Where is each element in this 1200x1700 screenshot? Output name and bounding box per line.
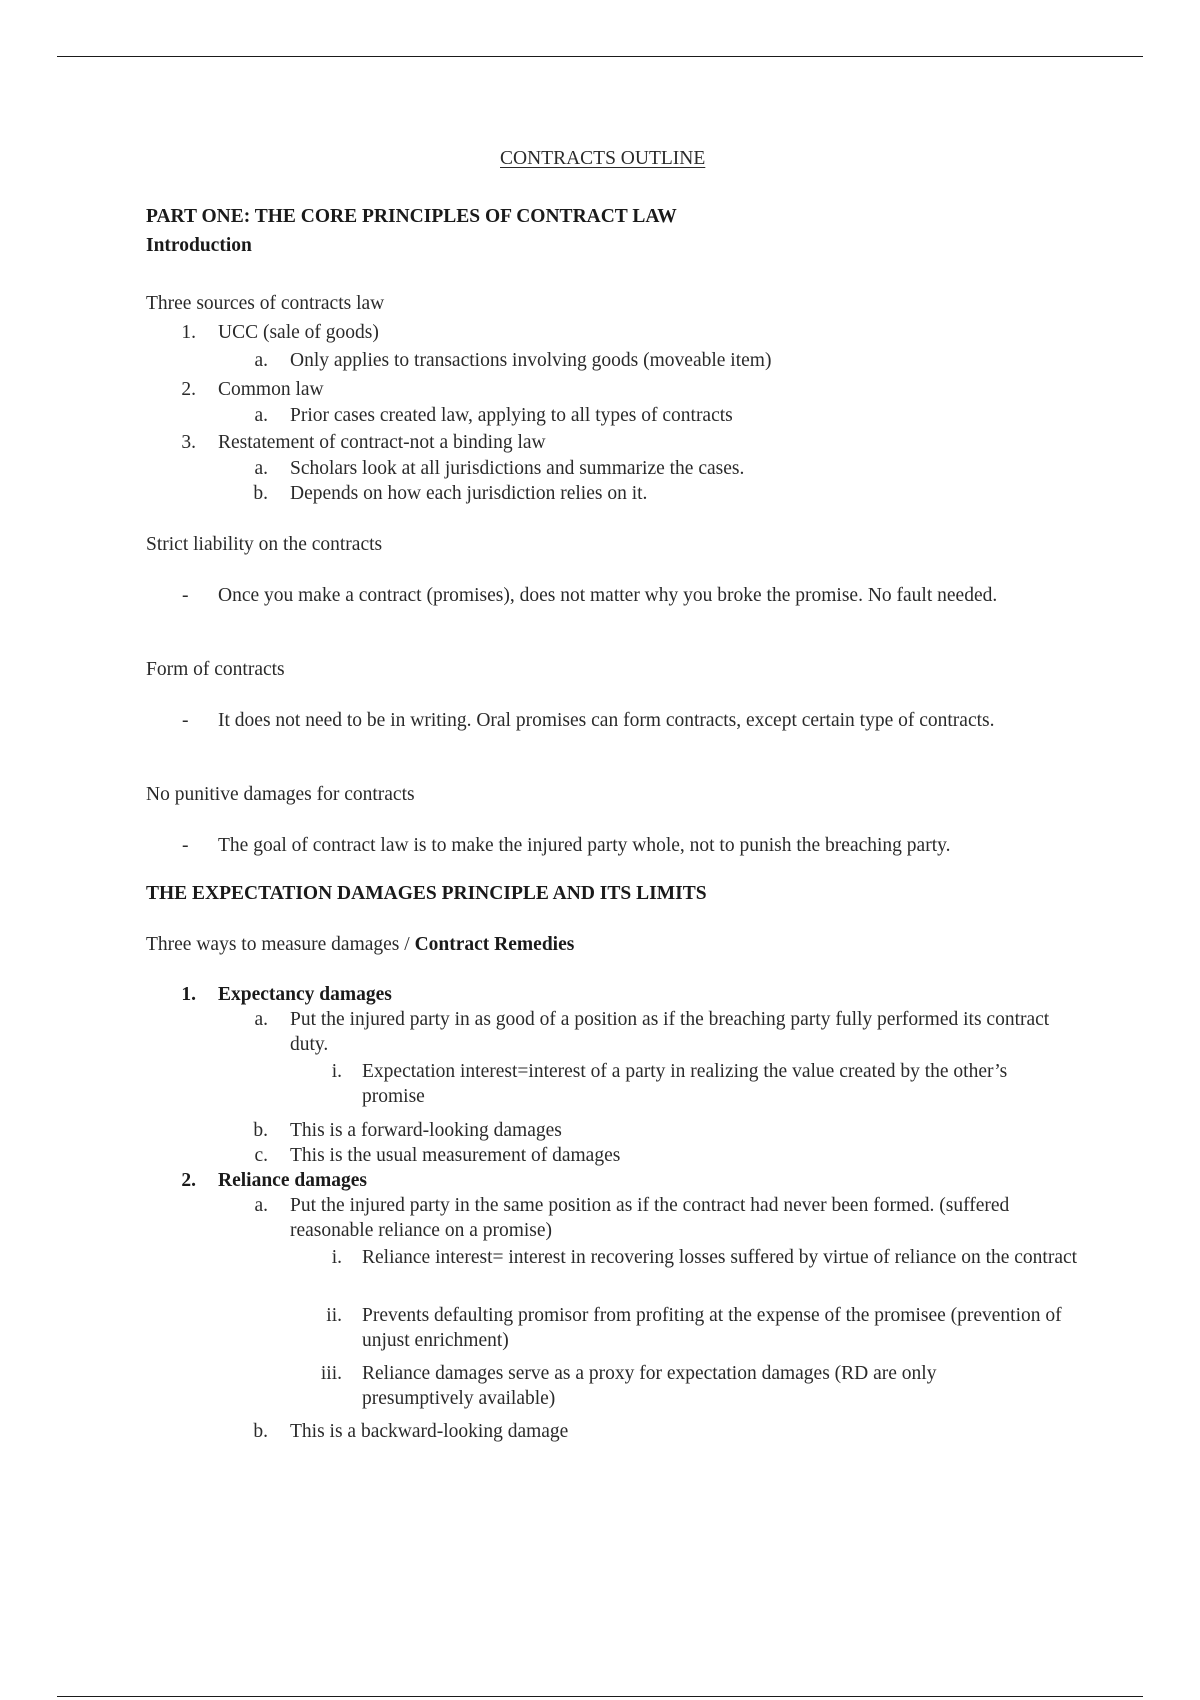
list-item: Expectation interest=interest of a party in realizing the value created by the other’s promise bbox=[362, 1061, 1008, 1107]
bullet-marker: - bbox=[182, 835, 189, 856]
list-item: Prior cases created law, applying to all types of contracts bbox=[290, 405, 733, 426]
bullet-marker: - bbox=[182, 710, 189, 731]
bullet-text: The goal of contract law is to make the injured party whole, not to punish the breaching party. bbox=[218, 835, 951, 856]
measure-heading-plain: Three ways to measure damages / bbox=[146, 934, 415, 955]
list-marker: b. bbox=[253, 1120, 268, 1141]
list-marker: c. bbox=[254, 1145, 268, 1166]
list-item: Put the injured party in the same position as if the contract had never been formed. (suffered reasonable reliance on a promise) bbox=[290, 1195, 1010, 1241]
list-marker: a. bbox=[254, 1195, 268, 1216]
top-rule bbox=[57, 56, 1143, 57]
punitive-heading: No punitive damages for contracts bbox=[146, 784, 415, 805]
list-marker: 1. bbox=[181, 984, 196, 1005]
bullet-text: It does not need to be in writing. Oral promises can form contracts, except certain type of contracts. bbox=[218, 710, 995, 731]
bullet-text: Once you make a contract (promises), does not matter why you broke the promise. No fault needed. bbox=[218, 585, 998, 606]
strict-liability-heading: Strict liability on the contracts bbox=[146, 534, 383, 555]
list-marker: a. bbox=[254, 458, 268, 479]
expectation-heading: THE EXPECTATION DAMAGES PRINCIPLE AND ITS LIMITS bbox=[146, 883, 707, 904]
list-marker: 2. bbox=[181, 379, 196, 400]
list-item: Reliance interest= interest in recovering losses suffered by virtue of reliance on the contract bbox=[362, 1247, 1078, 1268]
list-item: Common law bbox=[218, 379, 324, 400]
list-marker: 2. bbox=[181, 1170, 196, 1191]
list-item: Prevents defaulting promisor from profiting at the expense of the promisee (prevention of unjust enrichment) bbox=[362, 1305, 1062, 1351]
list-marker: ii. bbox=[326, 1305, 342, 1326]
sources-heading: Three sources of contracts law bbox=[146, 293, 385, 314]
list-item: This is a backward-looking damage bbox=[290, 1421, 569, 1442]
list-item: This is a forward-looking damages bbox=[290, 1120, 562, 1141]
list-item: Put the injured party in as good of a position as if the breaching party fully performed its contract duty. bbox=[290, 1009, 1050, 1055]
measure-heading-bold: Contract Remedies bbox=[414, 934, 575, 955]
intro-heading: Introduction bbox=[146, 235, 252, 256]
form-heading: Form of contracts bbox=[146, 659, 285, 680]
list-item: Restatement of contract-not a binding law bbox=[218, 432, 546, 453]
measure-heading bbox=[146, 932, 574, 957]
list-item: This is the usual measurement of damages bbox=[290, 1145, 621, 1166]
list-item: UCC (sale of goods) bbox=[218, 322, 379, 343]
bullet-marker: - bbox=[182, 585, 189, 606]
list-marker: 1. bbox=[181, 322, 196, 343]
list-item: Scholars look at all jurisdictions and summarize the cases. bbox=[290, 458, 745, 479]
list-marker: i. bbox=[331, 1247, 342, 1268]
list-marker: b. bbox=[253, 1421, 268, 1442]
list-marker: a. bbox=[254, 350, 268, 371]
part-heading: PART ONE: THE CORE PRINCIPLES OF CONTRACT LAW bbox=[146, 206, 677, 227]
list-marker: a. bbox=[254, 1009, 268, 1030]
list-marker: b. bbox=[253, 483, 268, 504]
list-marker: 3. bbox=[181, 432, 196, 453]
remedy-title: Expectancy damages bbox=[218, 984, 392, 1005]
list-item: Reliance damages serve as a proxy for expectation damages (RD are only presumptively available) bbox=[362, 1363, 937, 1409]
list-marker: iii. bbox=[320, 1363, 342, 1384]
list-item: Only applies to transactions involving goods (moveable item) bbox=[290, 350, 772, 371]
bottom-rule bbox=[57, 1696, 1143, 1697]
remedy-title: Reliance damages bbox=[218, 1170, 367, 1191]
list-marker: a. bbox=[254, 405, 268, 426]
list-item: Depends on how each jurisdiction relies on it. bbox=[290, 483, 648, 504]
document-title: CONTRACTS OUTLINE bbox=[500, 148, 706, 169]
list-marker: i. bbox=[331, 1061, 342, 1082]
